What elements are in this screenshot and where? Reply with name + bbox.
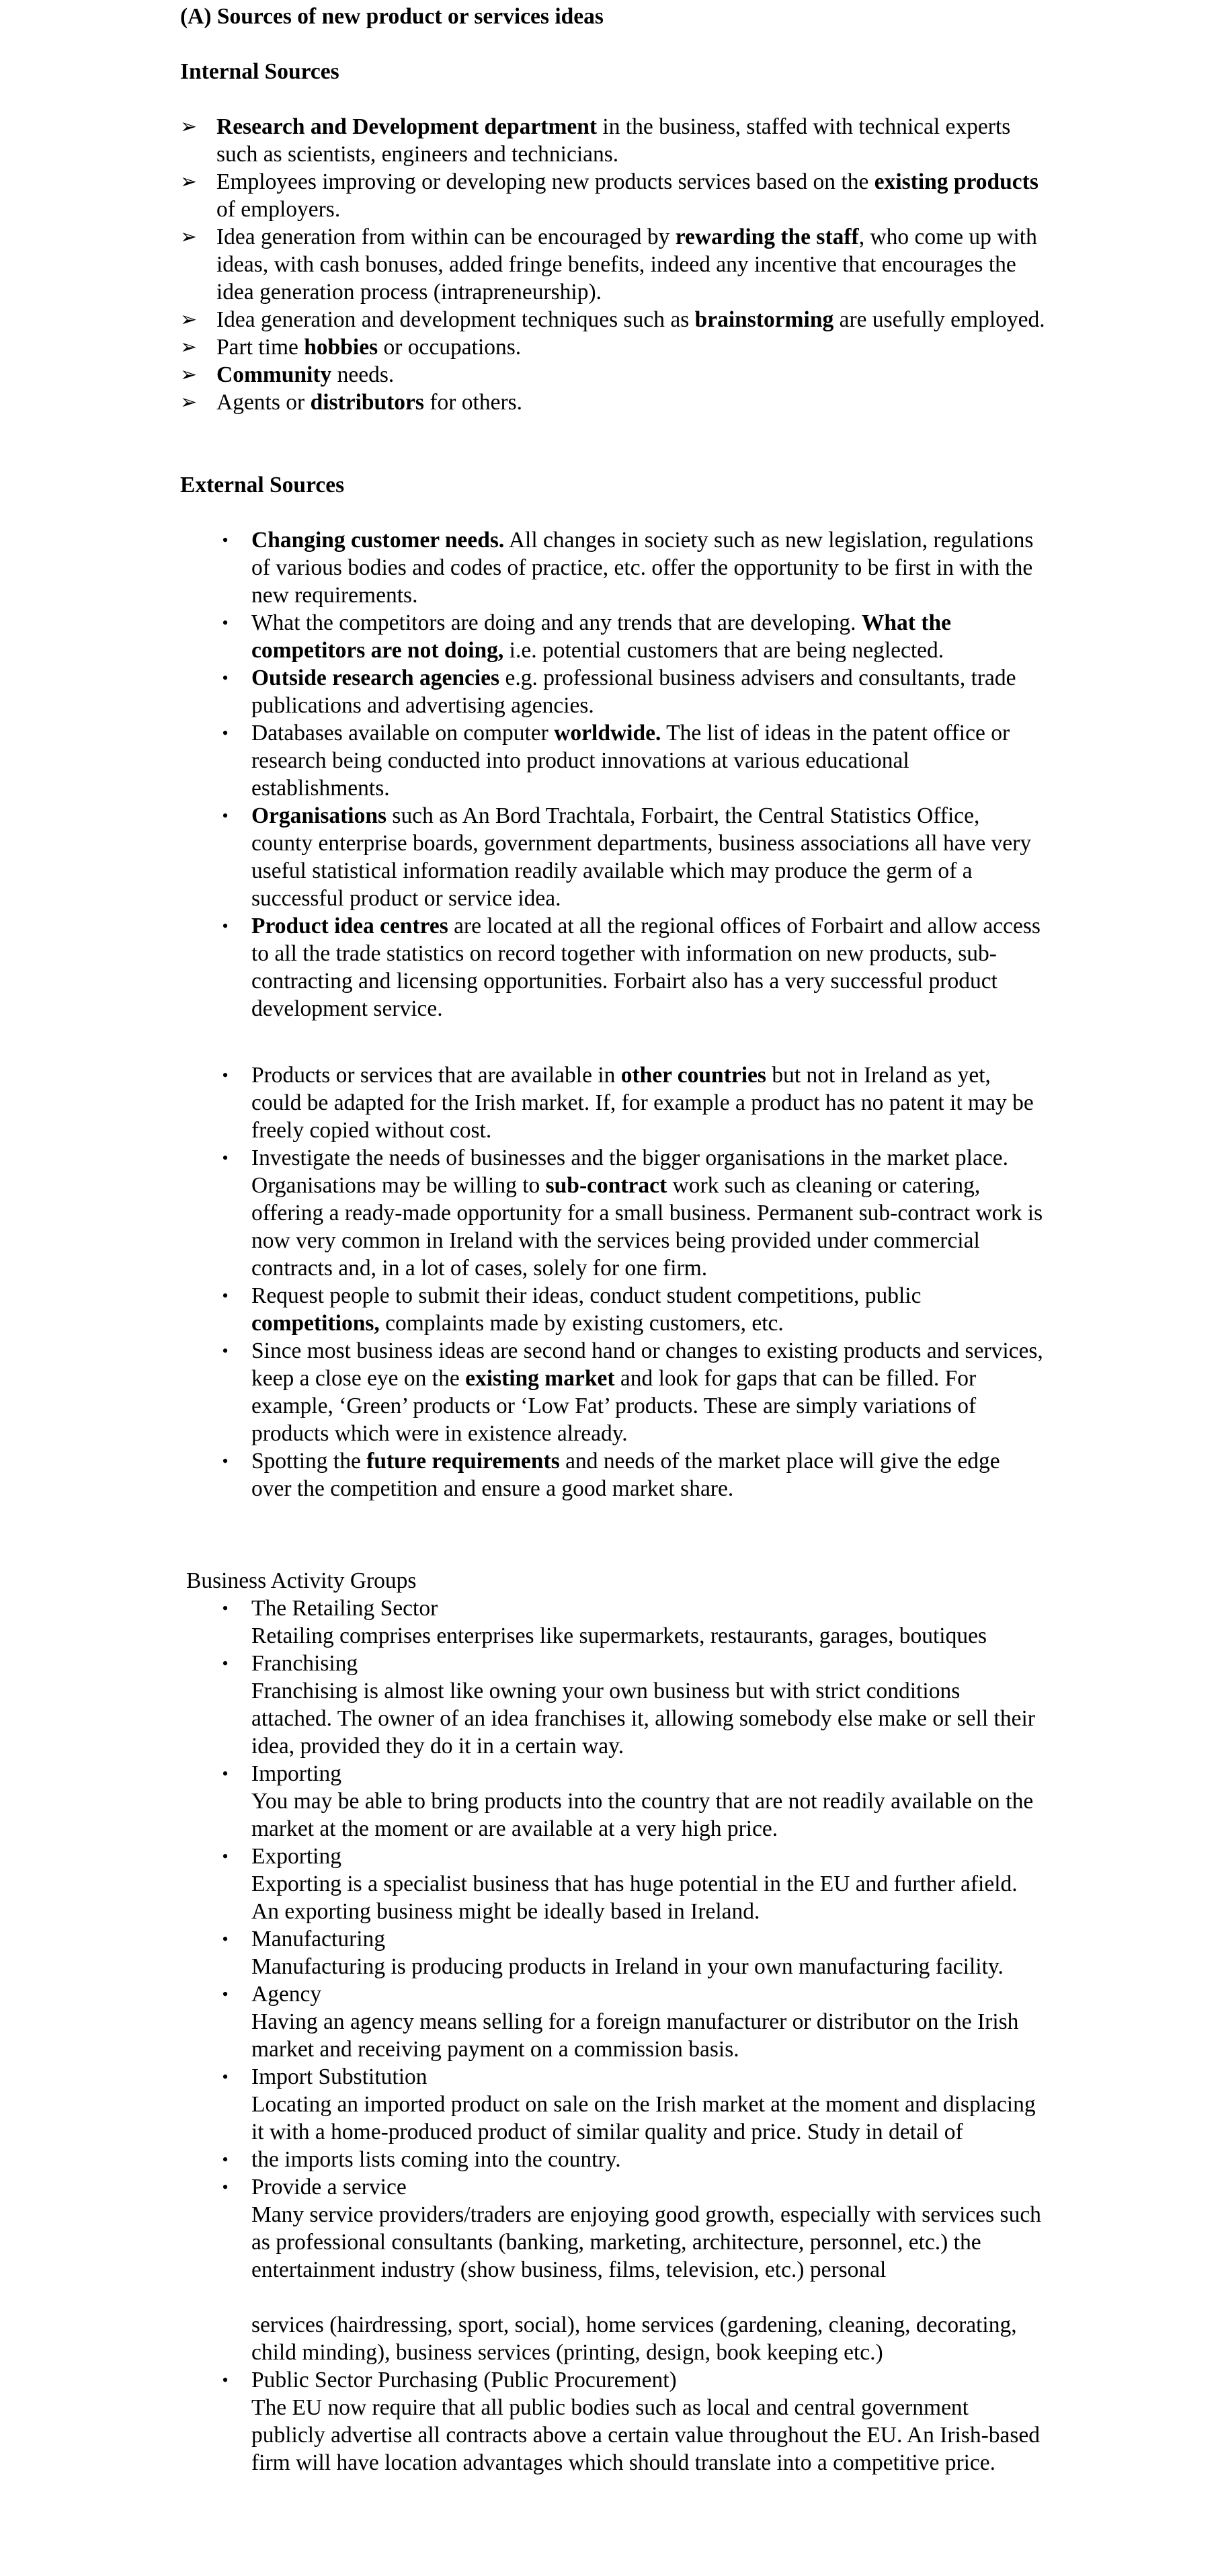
list-item-text	[216, 390, 522, 415]
bullet-icon: •	[222, 1286, 229, 1305]
list-item	[222, 664, 1045, 719]
group-description: Having an agency means selling for a foreign manufacturer or distributor on the Irish market and receiving payment on a commission basis.	[251, 2009, 1019, 2062]
list-item	[222, 1595, 1045, 1650]
list-item	[222, 609, 1045, 664]
text-run: The list of ideas in the patent office or research being conducted into product innovations at various educational establishments.	[251, 721, 1010, 801]
list-item-text	[251, 914, 1041, 1021]
list-item	[180, 333, 1047, 361]
external-sources-heading: External Sources	[180, 473, 345, 497]
page-title: (A) Sources of new product or services ideas	[180, 4, 604, 29]
text-run: All changes in society such as new legislation, regulations of various bodies and codes of practice, etc. offer the opportunity to be first in with the new requirements.	[251, 528, 1034, 608]
group-title: Franchising	[251, 1651, 358, 1676]
group-title: Provide a service	[251, 2175, 407, 2200]
list-item	[222, 912, 1045, 1022]
list-item	[222, 1925, 1045, 1980]
list-item	[222, 2366, 1045, 2477]
bullet-icon: •	[222, 530, 229, 550]
list-item-text	[216, 335, 521, 360]
bullet-icon: •	[222, 916, 229, 936]
list-item-text	[251, 721, 1010, 801]
bold-text: worldwide.	[554, 721, 661, 746]
bold-text: Changing customer needs.	[251, 528, 505, 553]
bullet-icon: •	[222, 1599, 229, 1618]
text-run: are located at all the regional offices of Forbairt and allow access to all the trade statistics on record together with information on new products, sub-contracting and licensing opportunities. Forbairt also has a very successful product development service.	[251, 914, 1041, 1021]
text-run: needs.	[331, 362, 395, 387]
group-description: The EU now require that all public bodies such as local and central government publicly advertise all contracts above a certain value throughout the EU. An Irish-based firm will have location advantages which should translate into a competitive price.	[251, 2395, 1041, 2475]
text-run: What the competitors are doing and any trends that are developing.	[251, 610, 862, 635]
bold-text: Outside research agencies	[251, 666, 500, 690]
text-run: or occupations.	[378, 335, 522, 360]
arrow-bullet-icon: ➢	[180, 364, 198, 386]
list-item-text	[251, 666, 1016, 718]
group-title: Public Sector Purchasing (Public Procurement)	[251, 2368, 677, 2392]
bold-text: competitions,	[251, 1311, 380, 1336]
text-run: Agents or	[216, 390, 311, 415]
bullet-icon: •	[222, 2370, 229, 2390]
text-run: i.e. potential customers that are being neglected.	[503, 638, 944, 663]
text-run: complaints made by existing customers, etc.	[379, 1311, 784, 1336]
group-description: Franchising is almost like owning your own business but with strict conditions attached. The owner of an idea franchises it, allowing somebody else make or sell their idea, provided they do it in a certain way.	[251, 1679, 1035, 1759]
list-item	[222, 1980, 1045, 2063]
bold-text: sub-contract	[545, 1173, 667, 1198]
bullet-icon: •	[222, 1847, 229, 1866]
list-item-text	[251, 610, 951, 663]
bold-text: hobbies	[304, 335, 378, 360]
list-item-text	[216, 362, 394, 387]
arrow-bullet-icon: ➢	[180, 391, 198, 413]
list-item	[180, 223, 1047, 306]
list-item-text	[216, 114, 1010, 167]
text-run: work such as cleaning or catering, offering a ready-made opportunity for a small business. Permanent sub-contract work is now very common in Ireland with the services being provided under commercial contracts and, in a lot of cases, solely for one firm.	[251, 1173, 1043, 1281]
list-item	[180, 389, 1047, 416]
arrow-bullet-icon: ➢	[180, 171, 198, 193]
list-item-text	[216, 225, 1037, 305]
text-run: and look for gaps that can be filled. For example, ‘Green’ products or ‘Low Fat’ products. These are simply variations of products which were in existence already.	[251, 1366, 977, 1446]
group-description: Locating an imported product on sale on the Irish market at the moment and displacing it with a home-produced product of similar quality and price. Study in detail of	[251, 2092, 1036, 2144]
bold-text: other countries	[620, 1063, 766, 1088]
list-item-text	[251, 803, 1031, 911]
bullet-icon: •	[222, 1654, 229, 1673]
group-description: Manufacturing is producing products in Ireland in your own manufacturing facility.	[251, 1954, 1004, 1979]
bullet-icon: •	[222, 1341, 229, 1361]
bullet-icon: •	[222, 668, 229, 688]
list-item	[222, 1843, 1045, 1925]
group-description: Many service providers/traders are enjoying good growth, especially with services such as professional consultants (banking, marketing, architecture, personnel, etc.) the entertainment industry (show business, films, television, etc.) personal	[251, 2202, 1041, 2282]
text-run: are usefully employed.	[833, 307, 1045, 332]
bold-text: future requirements	[366, 1449, 560, 1474]
external-sources-list-continued	[222, 1061, 1045, 1502]
bullet-icon: •	[222, 2177, 229, 2197]
list-item-text	[251, 1145, 1043, 1281]
list-item	[222, 719, 1045, 802]
list-item-text	[216, 169, 1038, 222]
group-title: the imports lists coming into the country.	[251, 2147, 621, 2172]
list-item	[222, 1447, 1045, 1502]
list-item	[222, 526, 1045, 609]
text-run: Spotting the	[251, 1449, 367, 1474]
group-title: Manufacturing	[251, 1927, 386, 1951]
list-item-text	[251, 1338, 1043, 1446]
group-description: Retailing comprises enterprises like supermarkets, restaurants, garages, boutiques	[251, 1623, 987, 1648]
bold-text: Community	[216, 362, 332, 387]
text-run: Idea generation from within can be encouraged by	[216, 225, 676, 249]
bold-text: existing products	[874, 169, 1038, 194]
text-run: Products or services that are available in	[251, 1063, 621, 1088]
list-item	[222, 1650, 1045, 1760]
bold-text: Organisations	[251, 803, 387, 828]
text-run: e.g. professional business advisers and consultants, trade publications and advertising agencies.	[251, 666, 1016, 718]
list-item	[222, 2146, 1045, 2173]
bullet-icon: •	[222, 2150, 229, 2169]
bullet-icon: •	[222, 806, 229, 826]
list-item	[222, 1144, 1045, 1282]
arrow-bullet-icon: ➢	[180, 226, 198, 248]
list-item	[222, 1337, 1045, 1447]
list-item	[180, 361, 1047, 389]
text-run: such as An Bord Trachtala, Forbairt, the Central Statistics Office, county enterprise boards, government departments, business associations all have very useful statistical information readily available which may produce the germ of a successful product or service idea.	[251, 803, 1032, 911]
text-run: , who come up with ideas, with cash bonuses, added fringe benefits, indeed any incentive that encourages the idea generation process (intrapreneurship).	[216, 225, 1037, 305]
list-item	[180, 168, 1047, 223]
group-title: Importing	[251, 1761, 341, 1786]
bold-text: distributors	[310, 390, 424, 415]
group-description: Exporting is a specialist business that has huge potential in the EU and further afield. An exporting business might be ideally based in Ireland.	[251, 1871, 1018, 1924]
group-title: Import Substitution	[251, 2064, 427, 2089]
text-run: Since most business ideas are second hand or changes to existing products and services, keep a close eye on the	[251, 1338, 1043, 1391]
bullet-icon: •	[222, 1984, 229, 2004]
bold-text: rewarding the staff	[675, 225, 859, 249]
arrow-bullet-icon: ➢	[180, 116, 198, 138]
arrow-bullet-icon: ➢	[180, 309, 198, 331]
bold-text: Product idea centres	[251, 914, 448, 938]
text-run: Idea generation and development techniques such as	[216, 307, 695, 332]
list-item	[180, 306, 1047, 333]
list-item-text	[251, 1283, 921, 1336]
text-run: in the business, staffed with technical experts such as scientists, engineers and technicians.	[216, 114, 1011, 167]
bold-text: Research and Development department	[216, 114, 598, 139]
list-item-text	[251, 1063, 1034, 1143]
bold-text: existing market	[465, 1366, 615, 1391]
bullet-icon: •	[222, 1451, 229, 1471]
bullet-icon: •	[222, 1148, 229, 1168]
text-run: Request people to submit their ideas, conduct student competitions, public	[251, 1283, 922, 1308]
text-run: Databases available on computer	[251, 721, 555, 746]
internal-sources-list	[180, 113, 1047, 416]
text-run: of employers.	[216, 197, 341, 222]
list-item-text	[251, 528, 1033, 608]
bullet-icon: •	[222, 723, 229, 743]
business-activity-groups-list	[222, 1595, 1045, 2477]
list-item	[222, 1760, 1045, 1843]
list-item-text	[216, 307, 1045, 332]
list-item	[180, 113, 1047, 168]
bullet-icon: •	[222, 613, 229, 633]
bullet-icon: •	[222, 2067, 229, 2087]
text-run: Investigate the needs of businesses and the bigger organisations in the market place. Organisations may be willing to	[251, 1145, 1008, 1198]
bold-text: brainstorming	[694, 307, 834, 332]
text-run: and needs of the market place will give the edge over the competition and ensure a good market share.	[251, 1449, 1000, 1501]
external-sources-list	[222, 526, 1045, 1022]
arrow-bullet-icon: ➢	[180, 336, 198, 358]
group-title: The Retailing Sector	[251, 1596, 438, 1621]
business-activity-groups-heading: Business Activity Groups	[186, 1568, 417, 1593]
bullet-icon: •	[222, 1929, 229, 1949]
text-run: Employees improving or developing new products services based on the	[216, 169, 874, 194]
group-title: Agency	[251, 1982, 322, 2007]
internal-sources-heading: Internal Sources	[180, 59, 339, 84]
list-item	[222, 2063, 1045, 2146]
list-item	[222, 1282, 1045, 1337]
bold-text: What the competitors are not doing,	[251, 610, 951, 663]
list-item	[222, 2173, 1045, 2366]
text-run: Part time	[216, 335, 304, 360]
bullet-icon: •	[222, 1764, 229, 1783]
list-item	[222, 1061, 1045, 1144]
list-item-text	[251, 1449, 1000, 1501]
group-description: You may be able to bring products into the country that are not readily available on the market at the moment or are available at a very high price.	[251, 1789, 1034, 1841]
group-title: Exporting	[251, 1844, 341, 1869]
list-item	[222, 802, 1045, 912]
bullet-icon: •	[222, 1065, 229, 1085]
group-description-continued: services (hairdressing, sport, social), home services (gardening, cleaning, decorating, child minding), business services (printing, design, book keeping etc.)	[251, 2312, 1017, 2365]
text-run: for others.	[423, 390, 523, 415]
text-run: but not in Ireland as yet, could be adapted for the Irish market. If, for example a product has no patent it may be freely copied without cost.	[251, 1063, 1034, 1143]
